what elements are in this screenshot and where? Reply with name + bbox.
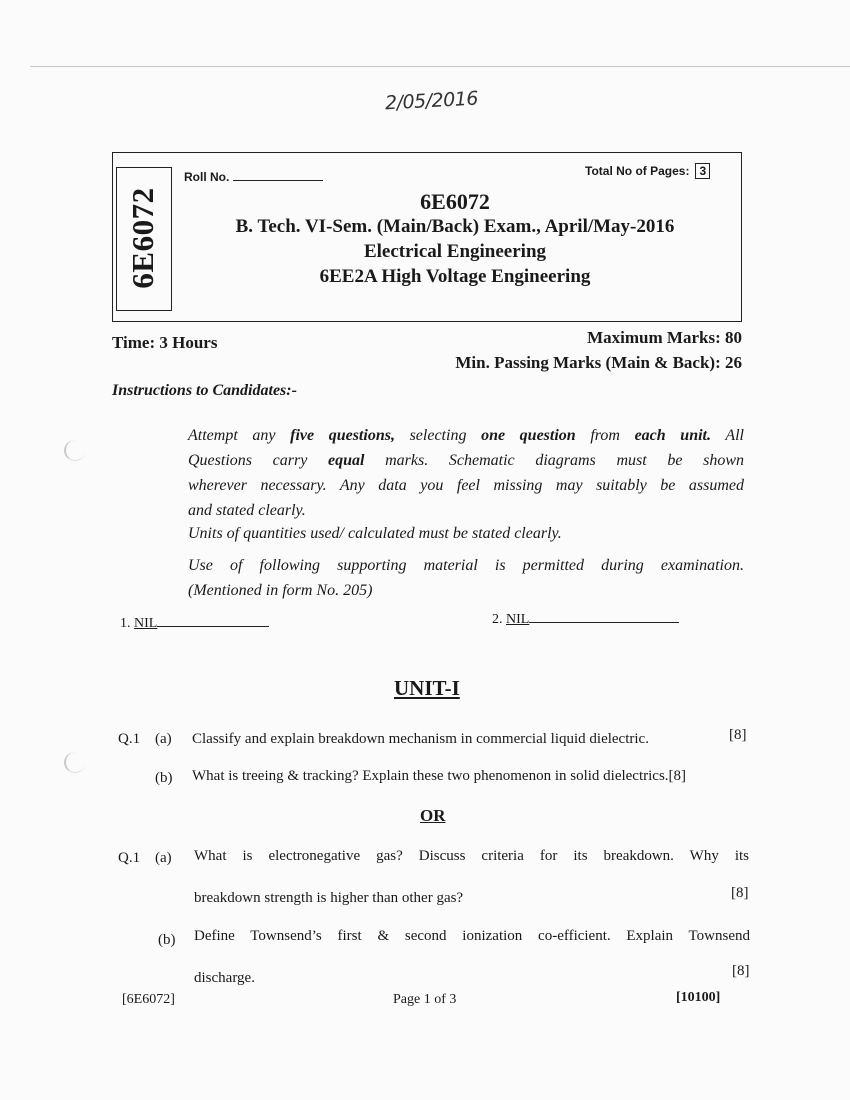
question-marks: [8] — [731, 885, 749, 901]
maximum-marks: Maximum Marks: 80 — [587, 328, 742, 347]
question-number: Q.1 — [118, 731, 141, 747]
scan-top-edge — [30, 66, 850, 67]
question-number: Q.1 — [118, 850, 141, 866]
instruction-line: and stated clearly. — [188, 502, 306, 519]
punch-hole — [64, 440, 86, 461]
question-text: What is electronegative gas? Discuss criteria for its breakdown. Why its — [194, 848, 749, 864]
question-part: (a) — [155, 850, 172, 866]
instruction-line: (Mentioned in form No. 205) — [188, 582, 373, 599]
question-text: Classify and explain breakdown mechanism in commercial liquid dielectric. — [192, 731, 649, 747]
instruction-line: Attempt any five questions, selecting one question from each unit. All — [188, 427, 744, 444]
roll-number-field — [184, 170, 323, 184]
time-allowed: Time: 3 Hours — [112, 333, 218, 352]
total-pages-value: 3 — [695, 163, 710, 179]
question-text: Define Townsend’s first & second ionization co-efficient. Explain Townsend — [194, 928, 750, 944]
instruction-line: Questions carry equal marks. Schematic diagrams must be shown — [188, 452, 744, 469]
or-separator: OR — [420, 806, 446, 825]
question-text: breakdown strength is higher than other gas? — [194, 890, 464, 906]
supporting-item-2: 2. NIL — [492, 612, 679, 628]
question-text: discharge. — [194, 970, 255, 986]
subject: 6EE2A High Voltage Engineering — [319, 266, 591, 287]
question-part: (b) — [155, 770, 173, 786]
punch-hole — [64, 752, 86, 773]
question-marks: [8] — [729, 727, 747, 743]
instruction-line: Units of quantities used/ calculated must be stated clearly. — [188, 525, 562, 542]
roll-blank — [233, 180, 323, 181]
min-passing-marks: Min. Passing Marks (Main & Back): 26 — [455, 353, 742, 372]
question-part: (b) — [158, 932, 176, 948]
footer-page-number: Page 1 of 3 — [393, 992, 457, 1007]
question-marks: [8] — [668, 768, 687, 784]
supporting-item-1: 1. NIL — [120, 616, 269, 632]
question-marks: [8] — [732, 963, 750, 979]
question-text: What is treeing & tracking? Explain these two phenomenon in solid dielectrics.[8] — [192, 768, 687, 784]
unit-title: UNIT-I — [394, 676, 460, 700]
roll-label: Roll No. — [184, 170, 230, 184]
branch: Electrical Engineering — [363, 241, 547, 262]
paper-code: 6E6072 — [420, 189, 490, 214]
handwritten-date: 2/05/2016 — [384, 87, 479, 115]
instruction-line: wherever necessary. Any data you feel missing may suitably be assumed — [188, 477, 744, 494]
footer-paper-code: [6E6072] — [122, 992, 175, 1007]
exam-title: B. Tech. VI-Sem. (Main/Back) Exam., April/May-2016 — [235, 216, 675, 237]
vertical-paper-code: 6E6072 — [125, 187, 160, 289]
total-pages — [585, 163, 710, 179]
instructions-heading: Instructions to Candidates:- — [112, 382, 297, 399]
footer-serial: [10100] — [676, 990, 721, 1005]
instruction-line: Use of following supporting material is permitted during examination. — [188, 557, 744, 574]
total-pages-label: Total No of Pages: — [585, 164, 690, 178]
question-part: (a) — [155, 731, 172, 747]
